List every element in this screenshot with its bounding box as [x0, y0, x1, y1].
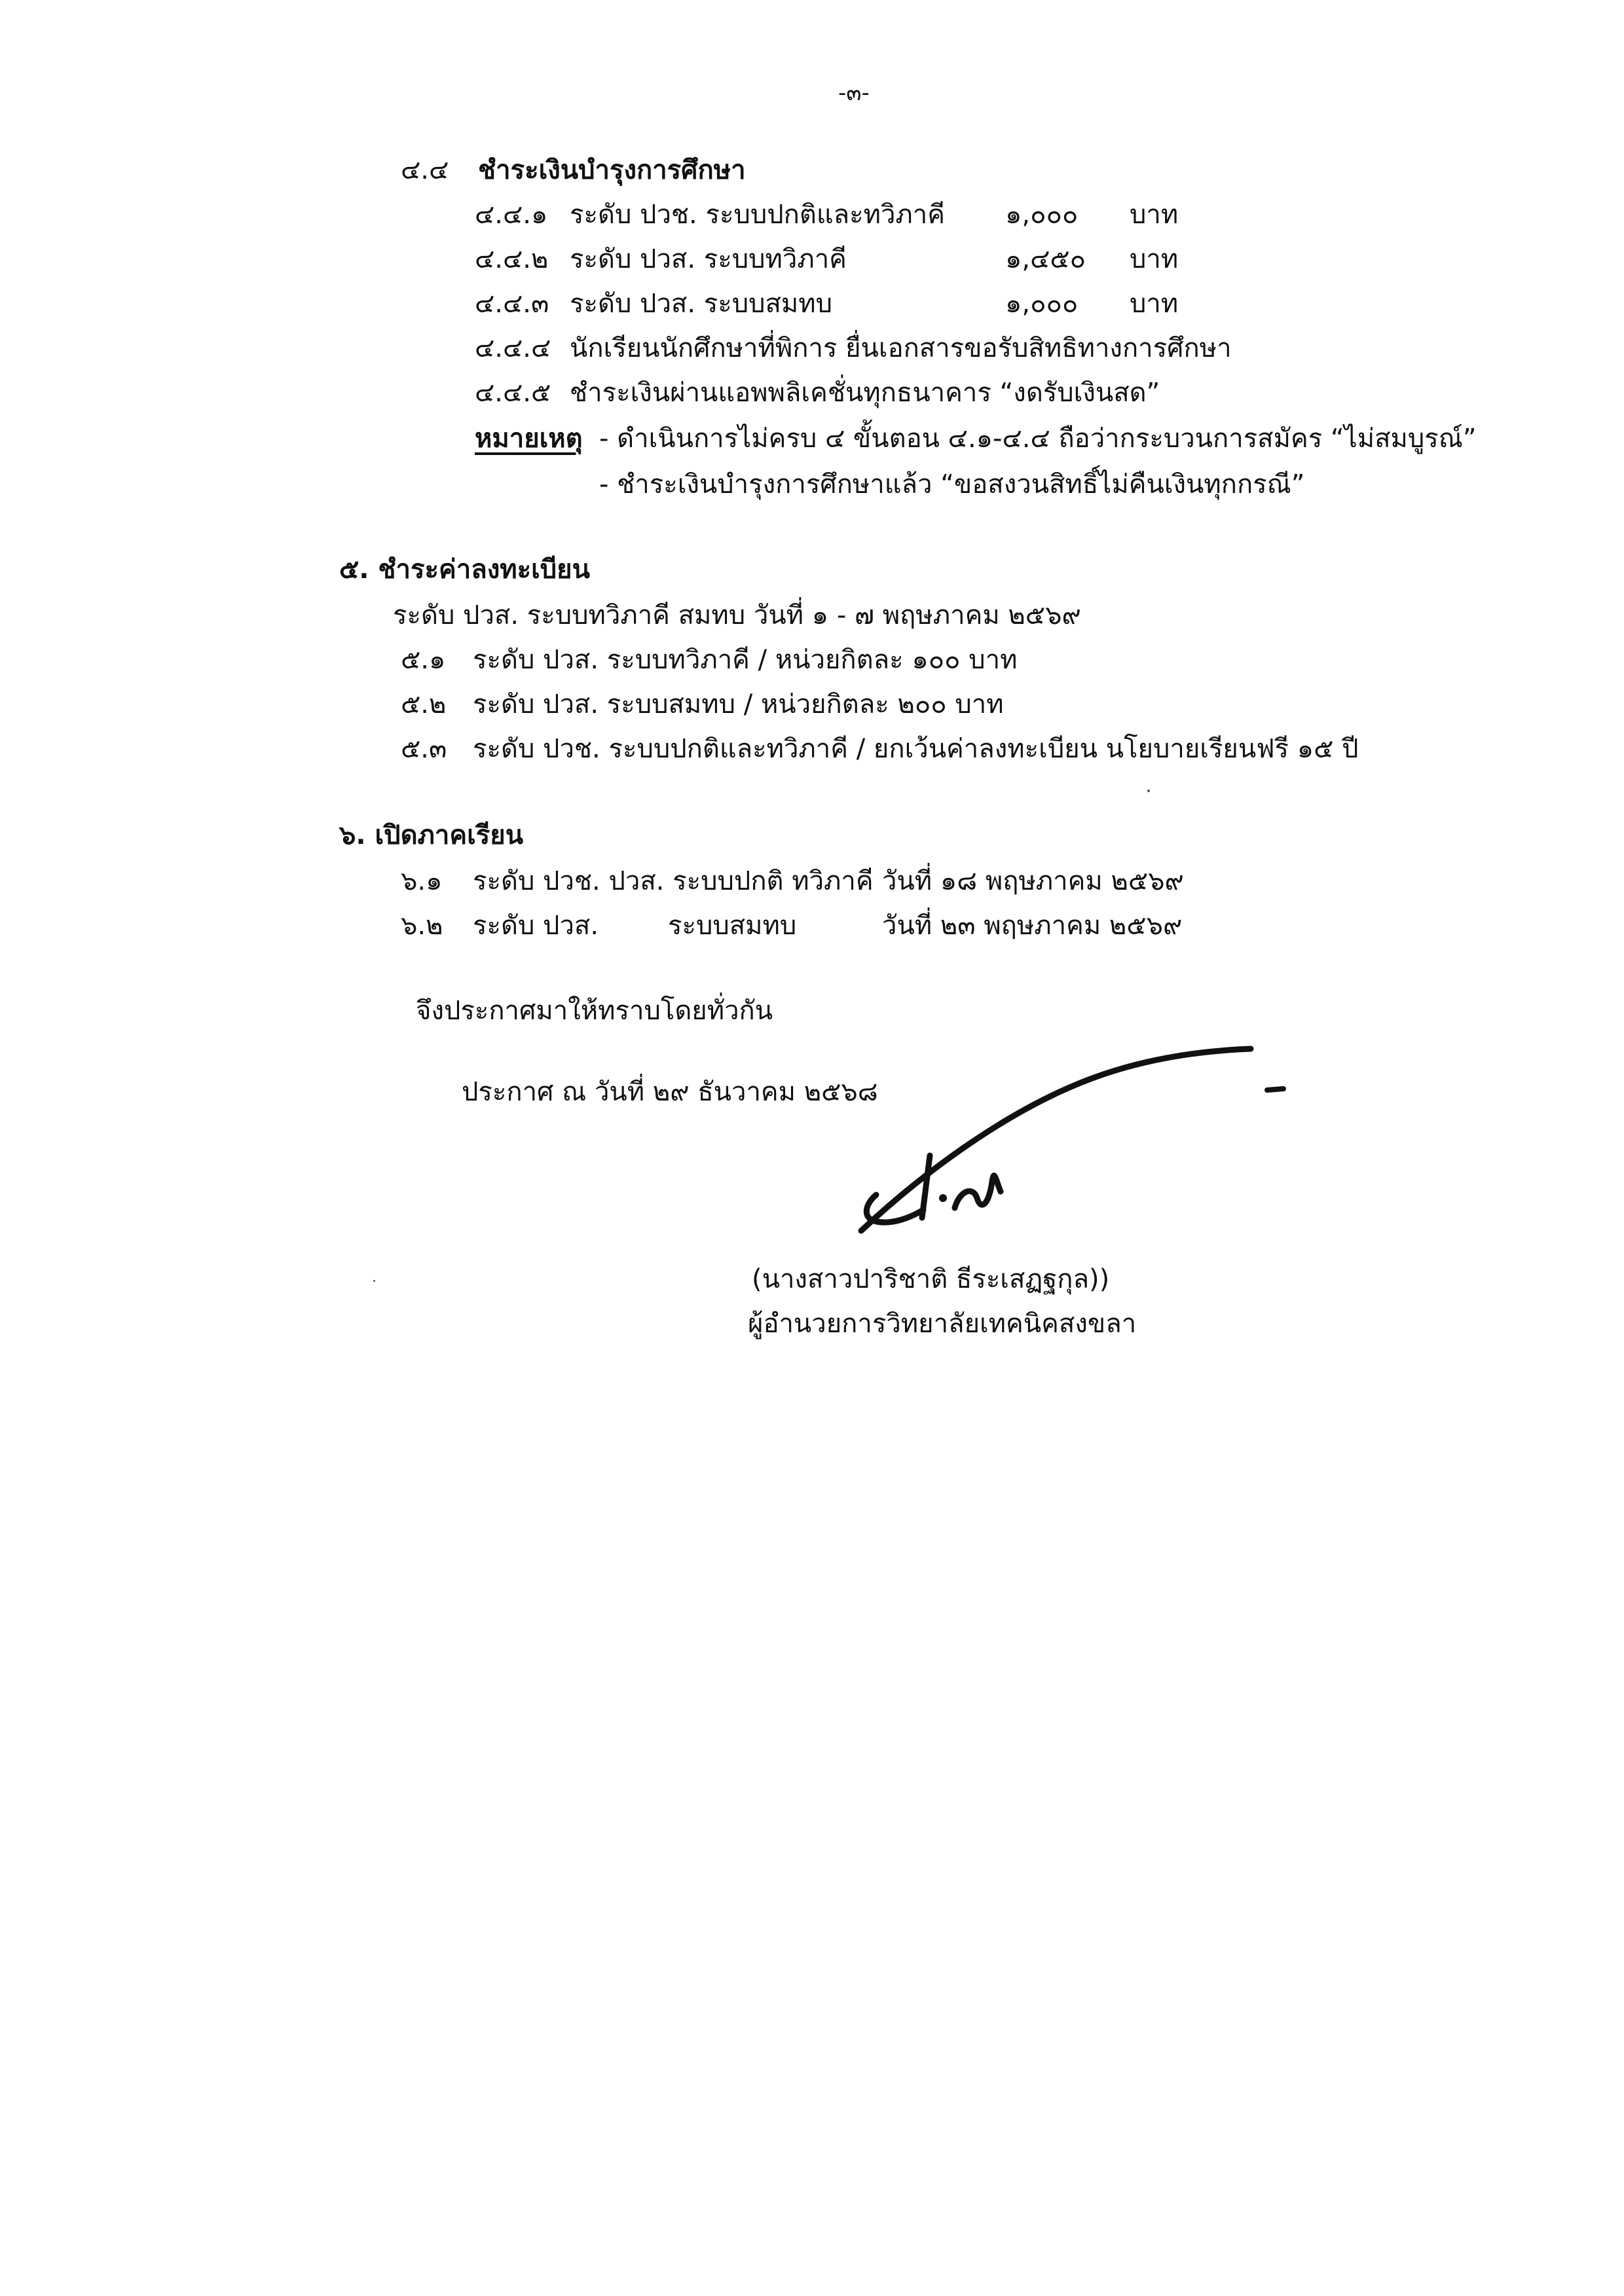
item-system: ระบบสมทบ: [668, 911, 797, 941]
item-date: วันที่ ๑๘ พฤษภาคม ๒๕๖๙: [882, 866, 1184, 896]
section-5-intro: ระดับ ปวส. ระบบทวิภาคี สมทบ วันที่ ๑ - ๗ พฤษภาคม ๒๕๖๙: [393, 600, 1081, 630]
item-date: วันที่ ๒๓ พฤษภาคม ๒๕๖๙: [882, 911, 1183, 941]
item-number: ๕.๓: [401, 734, 447, 764]
item-number: ๔.๔.๒: [475, 244, 549, 274]
item-number: ๖.๒: [401, 911, 443, 941]
fee-amount: ๑,๐๐๐: [1005, 289, 1079, 319]
item-number: ๕.๒: [401, 689, 447, 720]
section-number: ๔.๔: [401, 155, 449, 185]
section-5-heading: ๕. ชำระค่าลงทะเบียน: [339, 555, 590, 585]
note-label: หมายเหตุ: [475, 424, 583, 454]
page-number: -๓-: [838, 80, 870, 106]
fee-unit: บาท: [1130, 289, 1179, 319]
fee-label: ระดับ ปวส. ระบบสมทบ: [570, 289, 833, 319]
note-text-2: - ชำระเงินบำรุงการศึกษาแล้ว “ขอสงวนสิทธิ์ไม่คืนเงินทุกกรณี”: [599, 469, 1305, 500]
section-title: ชำระเงินบำรุงการศึกษา: [478, 155, 746, 185]
item-number: ๔.๔.๑: [475, 200, 548, 230]
item-text: ชำระเงินผ่านแอพพลิเคชั่นทุกธนาคาร “งดรับเงินสด”: [570, 378, 1160, 408]
fee-unit: บาท: [1130, 200, 1179, 230]
fee-unit: บาท: [1130, 244, 1179, 274]
section-6-heading: ๖. เปิดภาคเรียน: [339, 820, 524, 850]
signer-name: (นางสาวปาริชาติ ธีระเสฏฐกุล)): [752, 1264, 1110, 1294]
item-text: ระดับ ปวส. ระบบทวิภาคี / หน่วยกิตละ ๑๐๐ บาท: [473, 645, 1018, 675]
item-number: ๔.๔.๓: [475, 289, 549, 319]
item-level: ระดับ ปวส.: [473, 911, 599, 941]
signer-title: ผู้อำนวยการวิทยาลัยเทคนิคสงขลา: [748, 1309, 1137, 1339]
scan-speck: [1147, 790, 1150, 792]
item-text: ระดับ ปวช. ระบบปกติและทวิภาคี / ยกเว้นค่าลงทะเบียน นโยบายเรียนฟรี ๑๕ ปี: [473, 734, 1359, 764]
announcement-date: ประกาศ ณ วันที่ ๒๙ ธันวาคม ๒๕๖๘: [462, 1077, 878, 1107]
note-text: - ดำเนินการไม่ครบ ๔ ขั้นตอน ๔.๑-๔.๔ ถือว่ากระบวนการสมัคร “ไม่สมบูรณ์”: [599, 424, 1477, 454]
item-number: ๖.๑: [401, 866, 443, 896]
closing-text: จึงประกาศมาให้ทราบโดยทั่วกัน: [416, 996, 773, 1026]
fee-amount: ๑,๔๕๐: [1005, 244, 1086, 274]
fee-amount: ๑,๐๐๐: [1005, 200, 1079, 230]
fee-label: ระดับ ปวส. ระบบทวิภาคี: [570, 244, 847, 274]
item-text: นักเรียนนักศึกษาที่พิการ ยื่นเอกสารขอรับสิทธิทางการศึกษา: [570, 333, 1232, 363]
scan-speck: [373, 1280, 375, 1282]
fee-label: ระดับ ปวช. ระบบปกติและทวิภาคี: [570, 200, 946, 230]
item-number: ๕.๑: [401, 645, 446, 675]
signature-image: [838, 1021, 1297, 1257]
item-number: ๔.๔.๕: [475, 378, 551, 408]
item-level: ระดับ ปวช. ปวส. ระบบปกติ ทวิภาคี: [473, 866, 874, 896]
item-text: ระดับ ปวส. ระบบสมทบ / หน่วยกิตละ ๒๐๐ บาท: [473, 689, 1004, 720]
item-number: ๔.๔.๔: [475, 333, 551, 363]
